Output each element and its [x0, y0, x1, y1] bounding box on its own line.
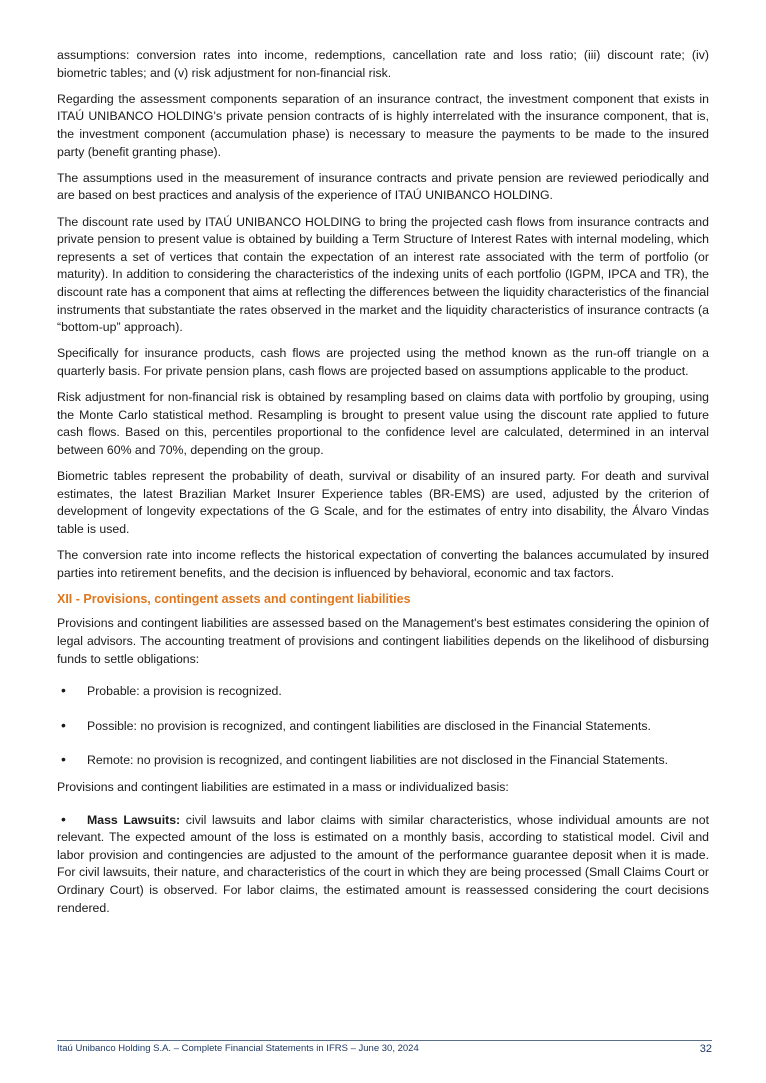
page-number: 32 [699, 1043, 712, 1055]
bullet-item: • Possible: no provision is recognized, and contingent liabilities are disclosed in the Financial Statements. [57, 717, 709, 736]
paragraph: The conversion rate into income reflects the historical expectation of converting the balances accumulated by insured parties into retirement benefits, and the decision is influenced by behavioral, economic and tax factors. [57, 548, 709, 580]
paragraph: Regarding the assessment components separation of an insurance contract, the investment component that exists in ITAÚ UNIBANCO HOLDING's private pension contracts of is highly interrelated with the insurance component, that is, the investment component (accumulation phase) is necessary to measure the payments to be made to the insured party (benefit granting phase). [57, 91, 709, 159]
section-heading: XII - Provisions, contingent assets and contingent liabilities [57, 591, 411, 606]
footer-text: Itaú Unibanco Holding S.A. – Complete Financial Statements in IFRS – June 30, 2024 [57, 1043, 419, 1054]
paragraph: Provisions and contingent liabilities are estimated in a mass or individualized basis: [57, 779, 509, 794]
paragraph: Biometric tables represent the probability of death, survival or disability of an insured party. For death and survival estimates, the latest Brazilian Market Insurer Experience tables (BR-EMS) are used, adjusted by the criterion of development of longevity expectations of the G Scale, and for the estimates of entry into disability, the Álvaro Vindas table is used. [57, 469, 709, 536]
bullet-item-mass-lawsuits: • Mass Lawsuits: civil lawsuits and labor claims with similar characteristics, whose individual amounts are not relevant. The expected amount of the loss is estimated on a monthly basis, according to statistical model. Civil and labor provision and contingencies are adjusted to the amount of the performance guarantee deposit when it is made. For civil lawsuits, their nature, and characteristics of the court in which they are being processed (Small Claims Court or Ordinary Court) is observed. For labor claims, the estimated amount is reassessed considering the court decisions rendered. [57, 810, 709, 915]
bullet-item: • Probable: a provision is recognized. [57, 682, 709, 701]
document-body [57, 47, 709, 933]
paragraph: Risk adjustment for non-financial risk is obtained by resampling based on claims data with portfolio by grouping, using the Monte Carlo statistical method. Resampling is brought to present value using the discount rate applied to future cash flows. Based on this, percentiles proportional to the confidence level are calculated, determined in an interval between 60% and 70%, depending on the group. [57, 390, 709, 457]
paragraph: assumptions: conversion rates into income, redemptions, cancellation rate and loss ratio; (iii) discount rate; (iv) biometric tables; and (v) risk adjustment for non-financial risk. [57, 48, 709, 80]
bullet-icon: • [61, 682, 66, 699]
paragraph: Provisions and contingent liabilities are assessed based on the Management's best estimates considering the opinion of legal advisors. The accounting treatment of provisions and contingent liabilities depends on the likelihood of disbursing funds to settle obligations: [57, 616, 709, 666]
bullet-icon: • [61, 716, 66, 733]
paragraph: The assumptions used in the measurement of insurance contracts and private pension are reviewed periodically and are based on best practices and analysis of the experience of ITAÚ UNIBANCO HOLDING. [57, 170, 709, 203]
bullet-item: • Remote: no provision is recognized, and contingent liabilities are not disclosed in the Financial Statements. [57, 751, 709, 770]
footer-divider [57, 1040, 712, 1041]
bullet-label: Mass Lawsuits: [87, 812, 181, 827]
bullet-icon: • [61, 751, 66, 768]
paragraph: The discount rate used by ITAÚ UNIBANCO HOLDING to bring the projected cash flows from insurance contracts and private pension to present value is obtained by building a Term Structure of Interest Rates with internal modeling, which represents a set of vertices that contain the expectation of an interest rate associated with the term of portfolio (or maturity). In addition to considering the characteristics of the indexing units of each portfolio (IGPM, IPCA and TR), the discount rate has a component that aims at reflecting the differences between the liquidity characteristics of the financial instruments that substantiate the rates observed in the market and the liquidity characteristics of insurance contracts (a “bottom-up” approach). [57, 214, 709, 335]
paragraph: Specifically for insurance products, cash flows are projected using the method known as the run-off triangle on a quarterly basis. For private pension plans, cash flows are projected based on assumptions applicable to the product. [57, 346, 709, 378]
page-footer [57, 1043, 712, 1055]
bullet-icon: • [61, 810, 66, 827]
